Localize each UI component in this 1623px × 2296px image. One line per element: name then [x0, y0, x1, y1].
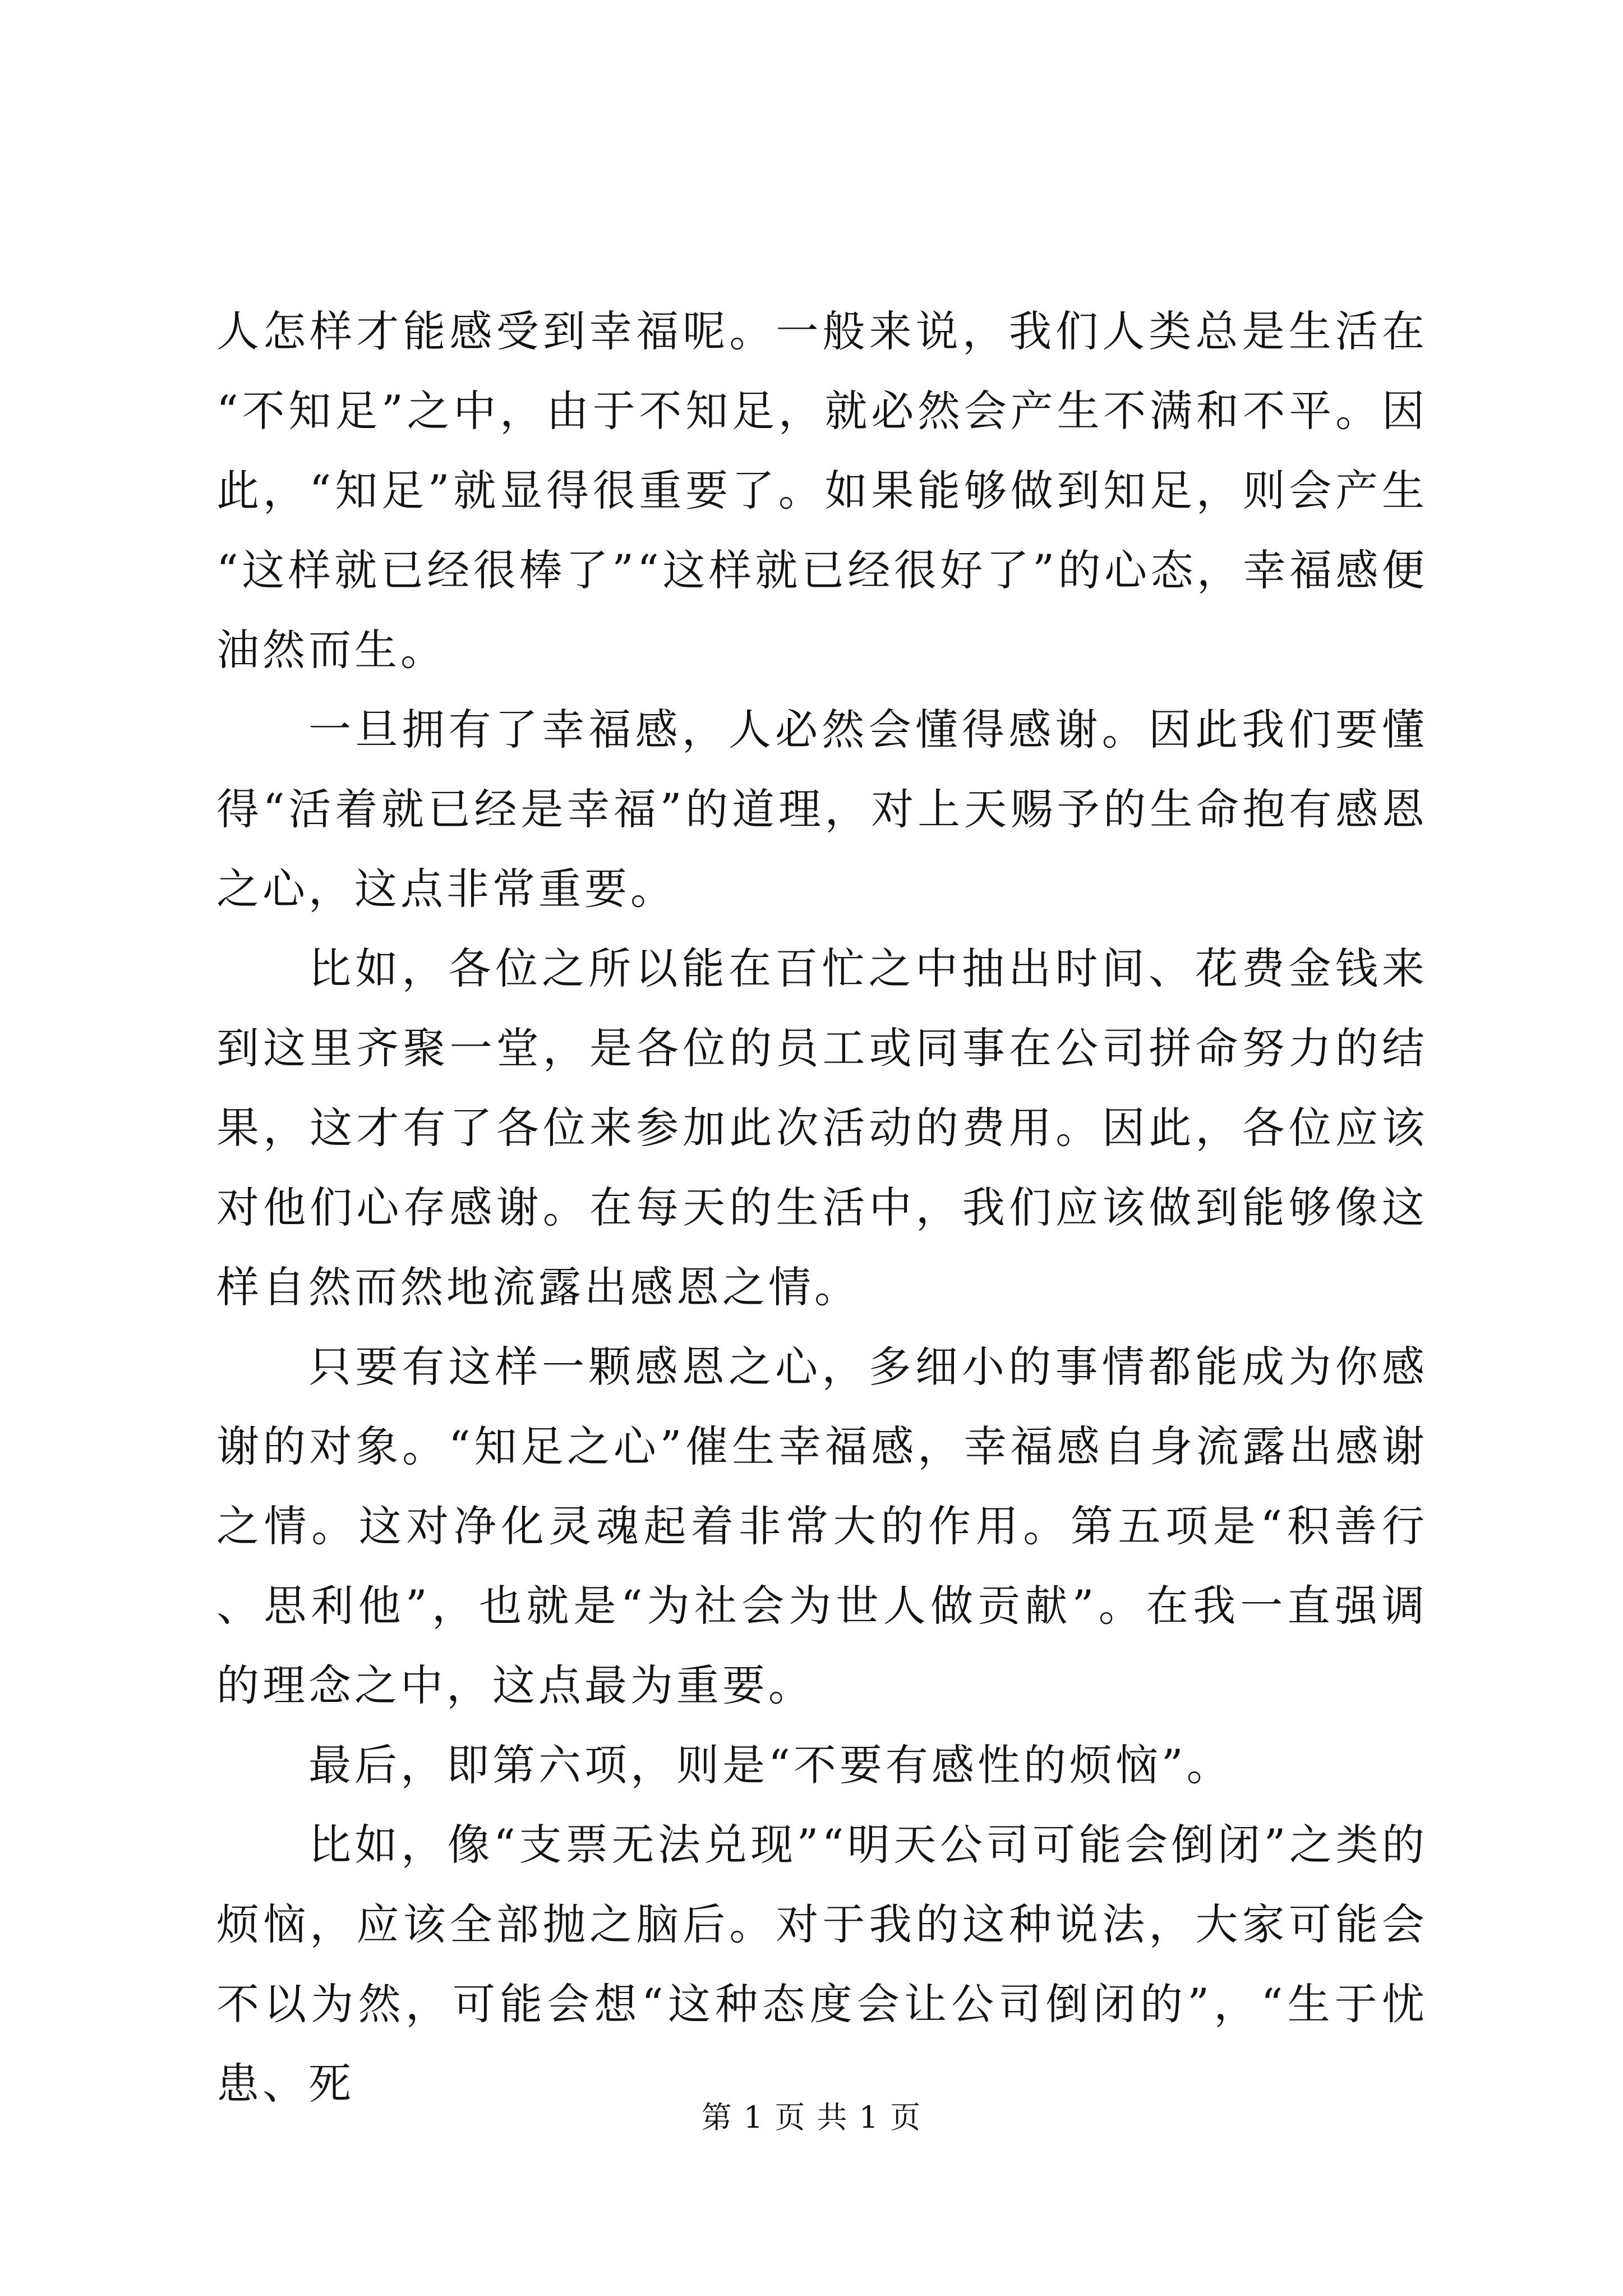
paragraph-3: 比如，各位之所以能在百忙之中抽出时间、花费金钱来到这里齐聚一堂，是各位的员工或同事在公司拼命努力的结果，这才有了各位来参加此次活动的费用。因此，各位应该对他们心存感谢。在每天的生活中，我们应该做到能够像这样自然而然地流露出感恩之情。 — [216, 944, 1428, 1312]
paragraph-6: 比如，像“支票无法兑现”“明天公司可能会倒闭”之类的烦恼，应该全部抛之脑后。对于我的这种说法，大家可能会不以为然，可能会想“这种态度会让公司倒闭的”，“生于忧患、死 — [216, 1820, 1428, 2109]
paragraph-2: 一旦拥有了幸福感，人必然会懂得感谢。因此我们要懂得“活着就已经是幸福”的道理，对上天赐予的生命抱有感恩之心，这点非常重要。 — [216, 705, 1428, 914]
page-number-footer: 第 1 页 共 1 页 — [701, 2100, 922, 2135]
document-body — [216, 292, 1428, 2124]
paragraph-1: 人怎样才能感受到幸福呢。一般来说，我们人类总是生活在“不知足”之中，由于不知足，就必然会产生不满和不平。因此，“知足”就显得很重要了。如果能够做到知足，则会产生“这样就已经很棒了”“这样就已经很好了”的心态，幸福感便油然而生。 — [216, 306, 1428, 675]
paragraph-4: 只要有这样一颗感恩之心，多细小的事情都能成为你感谢的对象。“知足之心”催生幸福感，幸福感自身流露出感谢之情。这对净化灵魂起着非常大的作用。第五项是“积善行、思利他”，也就是“为社会为世人做贡献”。在我一直强调的理念之中，这点最为重要。 — [216, 1342, 1428, 1710]
paragraph-5: 最后，即第六项，则是“不要有感性的烦恼”。 — [308, 1740, 1233, 1790]
